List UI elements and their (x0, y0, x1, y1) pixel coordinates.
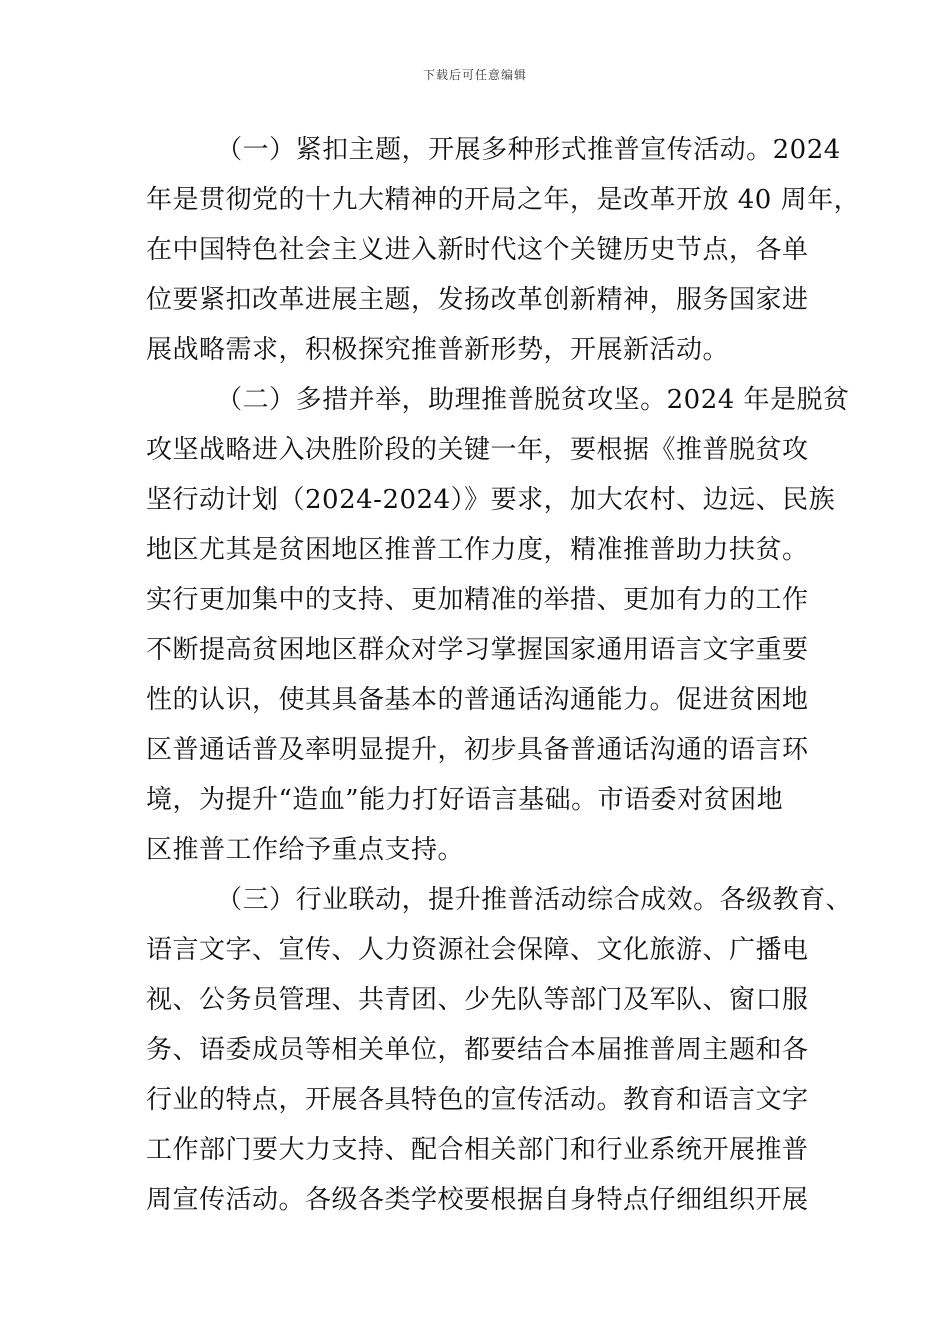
text-line: 语言文字、宣传、人力资源社会保障、文化旅游、广播电 (146, 935, 809, 965)
text-line: 实行更加集中的支持、更加精准的举措、更加有力的工作 (146, 585, 809, 615)
text-line: 务、语委成员等相关单位，都要结合本届推普周主题和各 (146, 1035, 809, 1065)
text-line: 区普通话普及率明显提升，初步具备普通话沟通的语言环 (146, 735, 809, 765)
header-note: 下载后可任意编辑 (422, 68, 527, 82)
text-line: 年是贯彻党的十九大精神的开局之年，是改革开放 40 周年， (146, 185, 861, 215)
text-line: 工作部门要大力支持、配合相关部门和行业系统开展推普 (146, 1135, 809, 1165)
text-line: （二）多措并举，助理推普脱贫攻坚。2024 年是脱贫 (146, 385, 850, 415)
text-line: 位要紧扣改革进展主题，发扬改革创新精神，服务国家进 (146, 285, 809, 315)
text-line: 坚行动计划（2024-2024）》要求，加大农村、边远、民族 (146, 485, 836, 515)
text-line: 境，为提升“造血”能力打好语言基础。市语委对贫困地 (146, 785, 784, 815)
text-line: 行业的特点，开展各具特色的宣传活动。教育和语言文字 (146, 1085, 809, 1115)
text-line: 地区尤其是贫困地区推普工作力度，精准推普助力扶贫。 (146, 535, 809, 565)
text-line: 不断提高贫困地区群众对学习掌握国家通用语言文字重要 (146, 635, 809, 665)
text-line: （一）紧扣主题，开展多种形式推普宣传活动。2024 (146, 135, 841, 165)
body-text (146, 125, 861, 1225)
text-line: 周宣传活动。各级各类学校要根据自身特点仔细组织开展 (146, 1185, 809, 1215)
text-line: 在中国特色社会主义进入新时代这个关键历史节点，各单 (146, 235, 809, 265)
text-line: 性的认识，使其具备基本的普通话沟通能力。促进贫困地 (146, 685, 809, 715)
text-line: 视、公务员管理、共青团、少先队等部门及军队、窗口服 (146, 985, 809, 1015)
text-line: 展战略需求，积极探究推普新形势，开展新活动。 (146, 335, 730, 365)
text-line: （三）行业联动，提升推普活动综合成效。各级教育、 (146, 885, 853, 915)
text-line: 攻坚战略进入决胜阶段的关键一年，要根据《推普脱贫攻 (146, 435, 809, 465)
text-line: 区推普工作给予重点支持。 (146, 835, 465, 865)
